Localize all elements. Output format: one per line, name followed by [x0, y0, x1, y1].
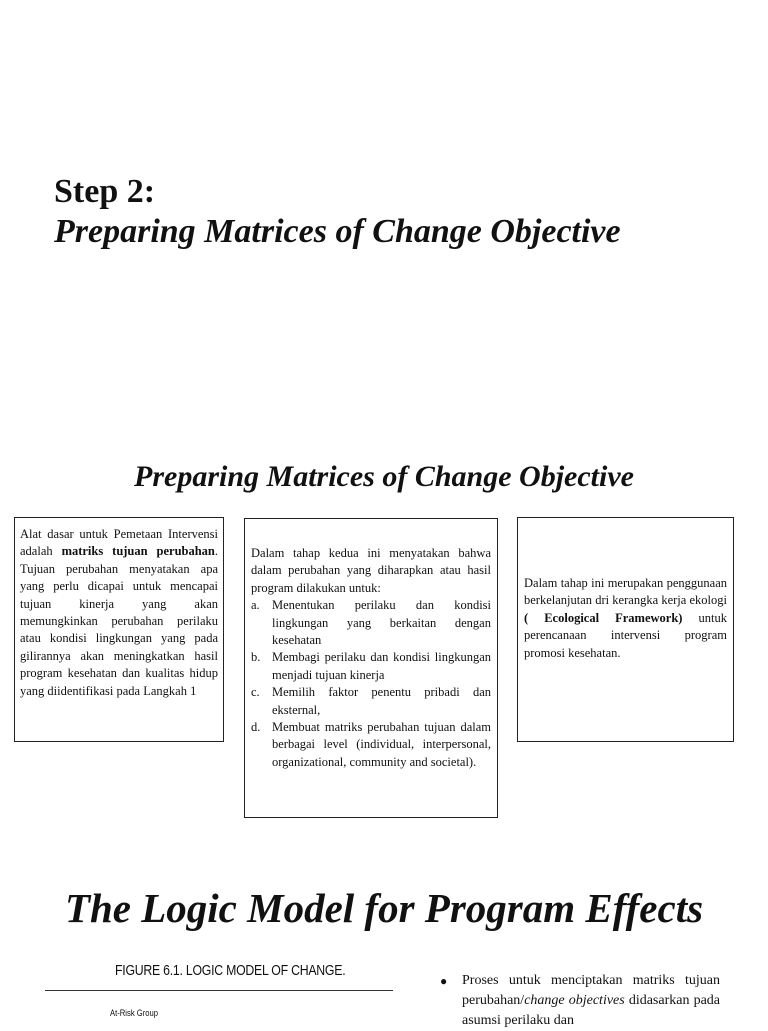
list-text: Membagi perilaku dan kondisi lingkungan menjadi tujuan kinerja: [272, 650, 491, 682]
right-box-bold: ( Ecological Framework): [524, 610, 683, 625]
step-title-line1: Step 2:: [54, 173, 156, 210]
list-item: [251, 649, 491, 684]
figure-divider: [45, 990, 393, 991]
figure-group-label: At-Risk Group: [110, 1008, 159, 1018]
middle-text-box: [244, 518, 498, 818]
left-box-bold: matriks tujuan perubahan: [61, 544, 215, 559]
left-text-box: [14, 517, 224, 742]
list-marker: b.: [251, 650, 261, 665]
middle-box-list: [251, 597, 491, 771]
list-marker: d.: [251, 720, 261, 735]
bullet-dot-icon: ●: [440, 974, 448, 988]
list-item: [251, 597, 491, 649]
left-box-text-before: Alat dasar untuk Pemetaan Intervensi adalah: [20, 527, 218, 559]
bullet-text: [462, 971, 720, 1031]
list-item: [251, 684, 491, 719]
right-text-box: [517, 517, 734, 742]
bullet-text-before: Proses untuk menciptakan matriks tujuan perubahan/: [462, 973, 720, 1008]
logic-model-heading: The Logic Model for Program Effects: [64, 885, 704, 931]
left-box-text-after: . Tujuan perubahan menyatakan apa yang perlu dicapai untuk mencapai tujuan kinerja yang akan memungkinkan perubahan perilaku atau kondisi lingkungan yang pada gilirannya akan meningkatkan hasil program kesehatan dan kualitas hidup yang diidentifikasi pada Langkah 1: [20, 544, 219, 698]
right-box-text-before: Dalam tahap ini merupakan penggunaan berkelanjutan dri kerangka kerja ekologi: [524, 576, 727, 608]
bullet-italic: change objectives: [524, 993, 625, 1008]
list-text: Memilih faktor penentu pribadi dan eksternal,: [272, 685, 491, 717]
middle-box-intro: Dalam tahap kedua ini menyatakan bahwa dalam perubahan yang diharapkan atau hasil program dilakukan untuk:: [251, 546, 491, 595]
step-title-line2: Preparing Matrices of Change Objective: [54, 213, 621, 250]
list-text: Membuat matriks perubahan tujuan dalam berbagai level (individual, interpersonal, organizational, community and societal).: [272, 720, 491, 769]
list-marker: a.: [251, 598, 260, 613]
step-title: [54, 172, 754, 252]
list-item: [251, 719, 491, 771]
list-text: Menentukan perilaku dan kondisi lingkungan yang berkaitan dengan kesehatan: [272, 598, 491, 648]
section-heading: Preparing Matrices of Change Objective: [134, 460, 634, 493]
right-box-text-after: untuk perencanaan intervensi program promosi kesehatan.: [524, 610, 727, 660]
bullet-paragraph: [440, 971, 720, 1031]
bullet-text-after: didasarkan pada asumsi perilaku dan: [462, 993, 720, 1028]
figure-caption: FIGURE 6.1. LOGIC MODEL OF CHANGE.: [115, 962, 346, 979]
list-marker: c.: [251, 685, 260, 700]
